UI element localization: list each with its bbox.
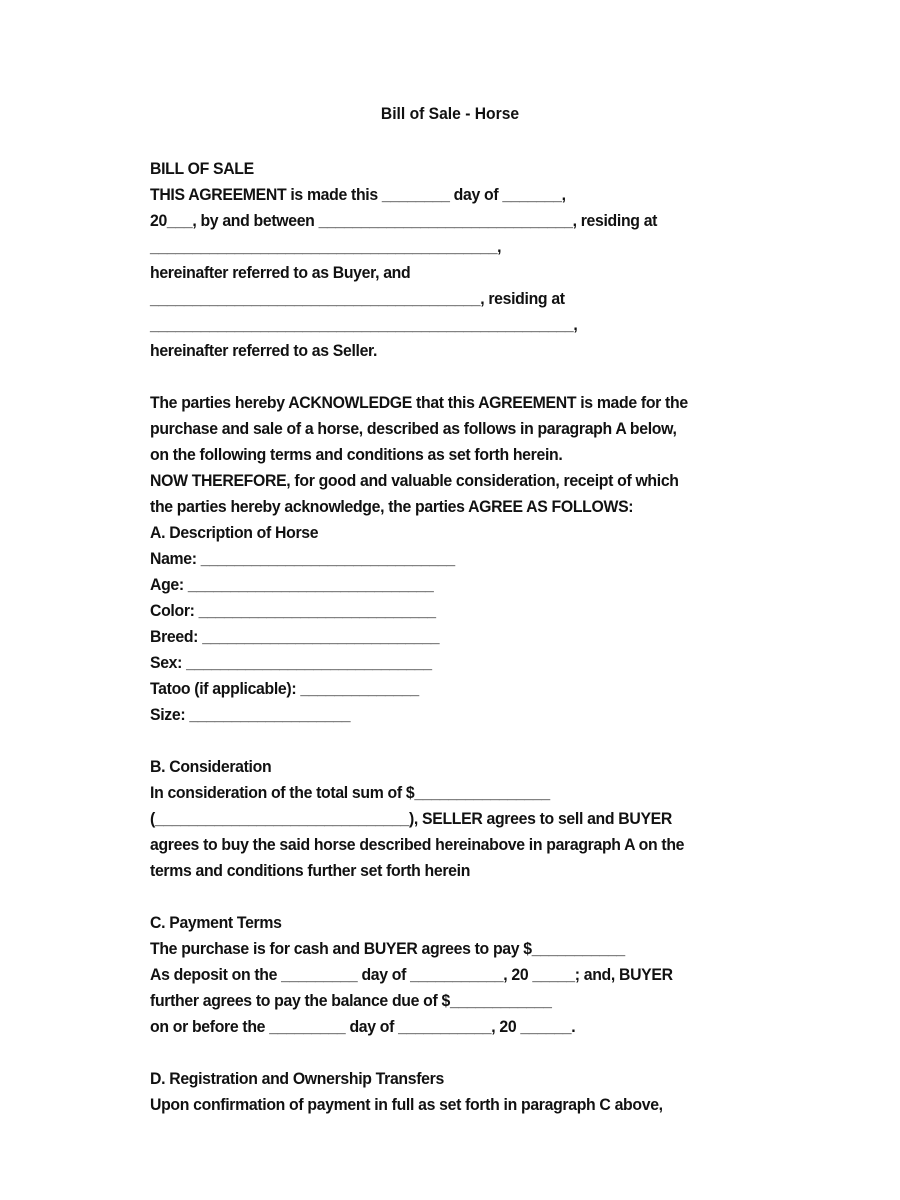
payment-line: As deposit on the _________ day of ___________, 20 _____; and, BUYER — [150, 965, 673, 984]
intro-line: 20___, by and between ______________________________, residing at — [150, 211, 658, 230]
horse-color-field: Color: ____________________________ — [150, 601, 436, 620]
payment-line: The purchase is for cash and BUYER agrees to pay $___________ — [150, 939, 625, 958]
page-title: Bill of Sale - Horse — [380, 104, 520, 123]
consideration-line: In consideration of the total sum of $________________ — [150, 783, 550, 802]
intro-line: _________________________________________, — [150, 237, 502, 256]
intro-line: __________________________________________________, — [150, 315, 578, 334]
section-d-heading: D. Registration and Ownership Transfers — [150, 1069, 444, 1088]
acknowledgement-line: the parties hereby acknowledge, the parties AGREE AS FOLLOWS: — [150, 497, 634, 516]
document-heading: BILL OF SALE — [150, 159, 254, 178]
section-b-heading: B. Consideration — [150, 757, 272, 776]
section-c-heading: C. Payment Terms — [150, 913, 282, 932]
intro-line: hereinafter referred to as Buyer, and — [150, 263, 411, 282]
acknowledgement-line: NOW THEREFORE, for good and valuable consideration, receipt of which — [150, 471, 679, 490]
consideration-line: (______________________________), SELLER agrees to sell and BUYER — [150, 809, 673, 828]
horse-size-field: Size: ___________________ — [150, 705, 351, 724]
registration-line: Upon confirmation of payment in full as set forth in paragraph C above, — [150, 1095, 663, 1114]
section-a-heading: A. Description of Horse — [150, 523, 319, 542]
intro-line: hereinafter referred to as Seller. — [150, 341, 378, 360]
horse-breed-field: Breed: ____________________________ — [150, 627, 440, 646]
horse-name-field: Name: ______________________________ — [150, 549, 455, 568]
intro-line: _______________________________________, residing at — [150, 289, 565, 308]
intro-line: THIS AGREEMENT is made this ________ day of _______, — [150, 185, 566, 204]
spacer — [150, 364, 800, 390]
acknowledgement-line: on the following terms and conditions as set forth herein. — [150, 445, 563, 464]
payment-line: on or before the _________ day of ___________, 20 ______. — [150, 1017, 576, 1036]
spacer — [150, 884, 800, 910]
document-body — [150, 156, 800, 1118]
acknowledgement-line: purchase and sale of a horse, described as follows in paragraph A below, — [150, 419, 677, 438]
consideration-line: terms and conditions further set forth herein — [150, 861, 471, 880]
horse-sex-field: Sex: _____________________________ — [150, 653, 432, 672]
consideration-line: agrees to buy the said horse described hereinabove in paragraph A on the — [150, 835, 685, 854]
spacer — [150, 728, 800, 754]
acknowledgement-line: The parties hereby ACKNOWLEDGE that this AGREEMENT is made for the — [150, 393, 688, 412]
horse-age-field: Age: _____________________________ — [150, 575, 434, 594]
payment-line: further agrees to pay the balance due of $____________ — [150, 991, 552, 1010]
horse-tatoo-field: Tatoo (if applicable): ______________ — [150, 679, 419, 698]
spacer — [150, 1040, 800, 1066]
